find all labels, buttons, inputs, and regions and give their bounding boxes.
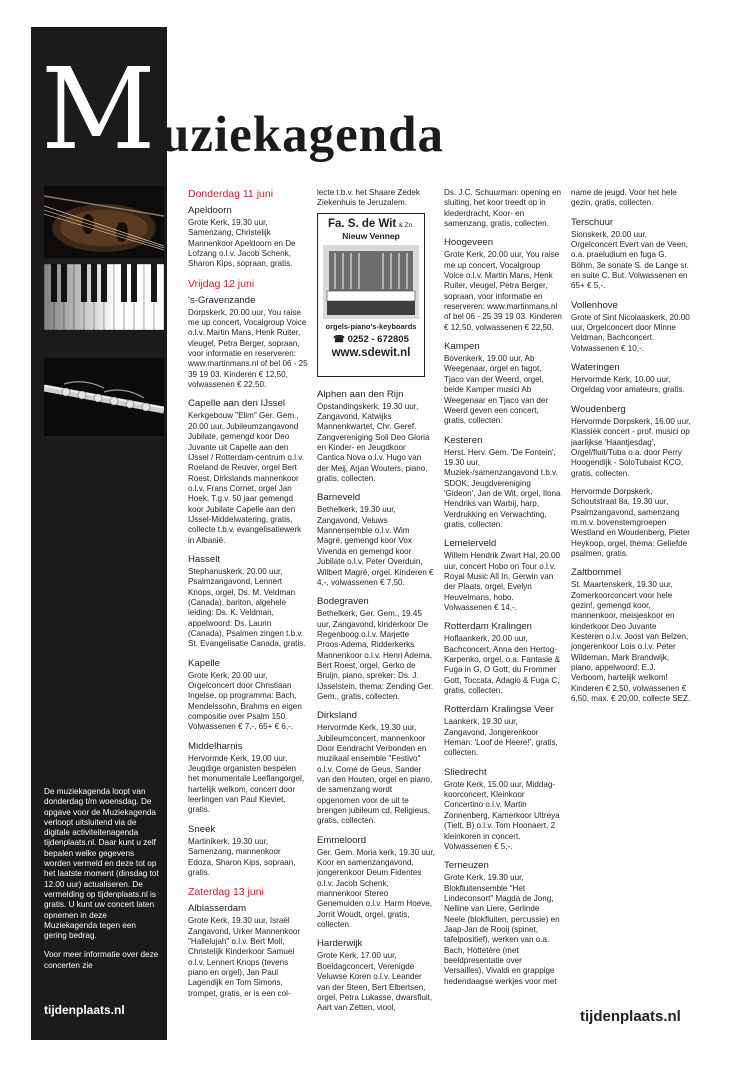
event-text: Dorpskerk, 20.00 uur, You raise me up concert, Vocalgroup Voice o.l.v. Martin Mans, Henk Ruiter, vleugel, Petra Berger, sopraan, voor informatie en reserveren: www.martinmans.nl of bel 06 - 25 39 19 03. Kinderen € 12,50, volwassenen € 22,50.: [188, 307, 308, 390]
event-text: Kerkgebouw "Elim" Ger. Gem., 20.00 uur, Jubileumzangavond Jubilate, gemengd koor Deo Juvante uit Capelle aan den IJssel / Rotterdam-centrum o.l.v. Roeland de Reuver, orgel Bert Roest, Dirkslands mannenkoor o.l.v. Frans Cornet, orgel Jan Hoek, T.g.v. 50 jaar gemengd koor Jubilate Capelle aan den IJssel-Middelwatering, gratis, collecte t.b.v. evangelisatiewerk in Albanië.: [188, 411, 304, 545]
event-place: Wateringen: [571, 362, 620, 374]
ad-company-name: Fa. S. de Wit: [327, 217, 397, 230]
event-place: Bodegraven: [317, 596, 369, 608]
event-place: Terneuzen: [444, 860, 489, 872]
event-place: Kapelle: [188, 657, 221, 669]
event-text: Laankerk, 19.30 uur, Zangavond, Jongerenkoor Heman: 'Loof de Heere!', gratis, collecten.: [444, 717, 558, 758]
ad-location: Nieuw Vennep: [342, 231, 400, 242]
title-rest: uziekagenda: [161, 107, 445, 163]
event-place: Woudenberg: [571, 403, 626, 415]
title-initial: M: [41, 45, 152, 175]
event-text: Ger. Gem. Moria kerk, 19.30 uur, Koor en samenzangavond, jongerenkoor Deum Fidentes o.l.v. Jacob Schenk, mannenkoor Stereo Genemuiden o.l.v. Harm Hoeve, Jorrit Woudt, orgel, gratis, collecten.: [317, 847, 435, 930]
sidebar-info-paragraph: De muziekagenda loopt van donderdag t/m woensdag. De opgave voor de Muziekagenda verloopt uitsluitend via de digitale activiteitenagenda tijdenplaats.nl. Daar kunt u zelf bepalen welke gegevens worden vermeld en deze tot op het laatste moment (dinsdag tot 12.00 uur) actualiseren. De vermelding op tijdenplaats.nl is gratis. U kunt uw concert laten opnemen in deze Muziekagenda tegen een gering bedrag.: [44, 787, 159, 941]
event-text: Grote Kerk, 17.00 uur, Boeldagconcert, Verenigde Veluwse Koren o.l.v. Leander van der Steen, Bert Elbertsen, orgel, Petra Lukasse, dwarsfluit, Aart van Zetten, viool,: [317, 951, 433, 1013]
event-text: St. Maartenskerk, 19.30 uur, Zomerkoorconcert voor hele gezin!, gemengd koor, mannenkoor, meisjeskoor en kinderkoor Deo Juvante Kesteren o.l.v. Joost van Belzen, jongerenkoor Lois o.l.v. Peter Wildeman, Mark Brandwijk, piano, appelwoord: E.J. Verboom, hartelijk welkom! Kinderen € 2,50, volwassenen € 6,50, max. € 20,00, collecte SEZ.: [571, 580, 691, 704]
event-place: Harderwijk: [317, 938, 363, 950]
day-heading: Vrijdag 12 juni: [188, 277, 255, 290]
ad-products: orgels-piano's-keyboards: [325, 322, 417, 332]
event-text: Hervormde Dorpskerk, Schoutstraat 8a, 19.30 uur, Psalmzangavond, samenzang m.m.v. bovenstemgroepen Westland en Woudenberg, Pieter Heykoop, orgel, thema: Geliefde psalmen, gratis.: [571, 486, 690, 558]
sidebar-info-text: [44, 787, 160, 971]
event-text: Bethelkerk, Ger. Gem., 19.45 uur, Zangavond, kinderkoor De Regenboog o.l.v. Marjette Proos-Adema, Ridderkerks Mannenkoor o.l.v. Henri Adema, Bert Roest, orgel, Gerko de Bruijn, piano, spreker: Ds. J. IJsselstein, thema: Zending Ger. Gem., gratis, collecten.: [317, 609, 434, 701]
event-place: Rotterdam Kralingse Veer: [444, 704, 554, 716]
sidebar-info-paragraph: Voor meer informatie over deze concerten zie: [44, 950, 159, 970]
sidebar-brand-link[interactable]: tijdenplaats.nl: [44, 1003, 125, 1017]
event-text: Opstandingskerk, 19.30 uur, Zangavond, Katwijks Mannenkwartet, Chr. Geref. Zangvereniging Soli Deo Gloria en Kinder- en Jeugdkoor Cantica Nova o.l.v. Hugo van der Meij, Arjan Wouters, piano, gratis, collecten.: [317, 401, 430, 484]
event-text: Martinikerk, 19.30 uur, Samenzang, mannenkoor Edoza, Sharon Kips, sopraan, gratis.: [188, 836, 296, 877]
event-text: Stephanuskerk, 20.00 uur, Psalmzangavond, Lennert Knops, orgel, Ds. M. Veldman (Canada), bariton, algehele leiding: Ds. K. Veldman, appelwoord: Ds. Laurin (Canada), Psalmen zingen t.b.v. St. Evangelisatie Canada, gratis.: [188, 566, 306, 649]
event-text: Grote Kerk, 19.30 uur, Israël Zangavond, Urker Mannenkoor "Hallelujah" o.l.v. Bert Moll, Christelijk Kinderkoor Samuel o.l.v. Lennert Knops (tevens piano en orgel), Jan Paul Lagendijk en Tom Simons, trompet, gratis, er is een col-: [188, 916, 301, 998]
event-place: Capelle aan den IJssel: [188, 398, 286, 410]
flute-photo: [44, 358, 164, 436]
event-place: Emmeloord: [317, 834, 367, 846]
event-text: Hervormde Dorpskerk, 16.00 uur, Klassiek concert - prof. musici op jaarlijkse 'Haantjesdag', Orgel/fluit/Tuba o.a. door Perry Hoogendijk - SoloTubaist KCO, gratis, collecten.: [571, 416, 691, 478]
event-place: Terschuur: [571, 216, 614, 228]
event-text: Grote Kerk, 19.30 uur, Samenzang, Christelijk Mannenkoor Apeldoorn en De Lofzang o.l.v. Jacob Schenk, Sharon Kips, sopraan, gratis.: [188, 218, 296, 269]
agenda-column-2: [317, 188, 435, 1022]
event-place: Kampen: [444, 341, 480, 353]
event-place: Zaltbommel: [571, 567, 622, 579]
event-place: Lemelerveld: [444, 538, 497, 550]
event-text: Ds. J.C. Schuurman: opening en sluiting, het koor treedt op in klederdracht, Koor- en samenzang, gratis, collecten.: [444, 188, 561, 229]
event-place: Alblasserdam: [188, 903, 247, 915]
event-text: Grote Kerk, 15.00 uur, Middag-koorconcert, Kleinkoor Concertino o.l.v. Martin Zonnenberg, Kamerkoor Ultreya (Tielt, B) o.l.v. Tom Hoonaert, 2 kleinkoren in concert. Volwassenen € 5,-.: [444, 779, 560, 851]
event-place: Hasselt: [188, 553, 220, 565]
organ-picture: [323, 245, 419, 319]
ad-phone: ☎ 0252 - 672805: [333, 334, 409, 346]
piano-photo: [44, 264, 164, 330]
event-text: Hervormde Kerk, 19.30 uur, Jubileumconcert, mannenkoor Door Eendracht Verbonden en muzikaal ensemble "Festivo" o.l.v. Corné de Geus, Sander van den Houten, orgel en piano, de samenzang wordt opgenomen voor de uit te brengen jubileum cd, Religieus, gratis, collecten.: [317, 723, 433, 826]
ad-website[interactable]: www.sdewit.nl: [331, 347, 411, 360]
event-text: Hoflaankerk, 20.00 uur, Bachconcert, Anna den Hertog-Karpenko, orgel, o.a. Fantasie & Fuga in G, O Gott, du Frommer Gott, Toccata, Adagio & Fuga C, gratis, collecten.: [444, 634, 561, 696]
event-place: 's-Gravenzande: [188, 294, 256, 306]
event-text: lecte t.b.v. het Shaare Zedek Ziekenhuis te Jeruzalem.: [317, 188, 420, 208]
event-text: Grote Kerk, 20.00 uur, Orgelconcert door Christiaan Ingelse, op programma: Bach, Mendelssohn, Brahms en eigen compositie over Psalm 150. Volwassenen € 7,-, 65+ € 6,-.: [188, 670, 302, 732]
event-text: name de jeugd. Voor het hele gezin, gratis, collecten.: [571, 188, 677, 208]
footer-brand[interactable]: tijdenplaats.nl: [580, 1008, 681, 1025]
event-place: Vollenhove: [571, 299, 618, 311]
event-place: Alphen aan den Rijn: [317, 388, 404, 400]
event-text: Grote Kerk, 19.30 uur, Blokfluitensemble "Het Lindeconsort" Magda de Jong, Nelline van Liere, Gerlinde Neele (blokfluiten, percussie) en Jaap-Jan de Rooij (spinet, tafelpositief), werken van o.a. Bach, Hottetère (met beeldpresentatie over Versailles), Vivaldi en grappige hedendaagse werkjes voor met: [444, 873, 560, 986]
event-text: Herst. Herv. Gem. 'De Fontein', 19.30 uur, Muziek-/samenzangavond t.b.v. SDOK, Jeugdvereniging 'Gideon', Jan de Wit, orgel, Ilona Hendriks van Warbij, harp, Verdrukking en Verwachting, gratis, collecten.: [444, 447, 561, 529]
event-text: Bethelkerk, 19.30 uur, Zangavond, Veluws Mannensemble o.l.v. Wim Magré, gemengd koor Vox Vivenda en gemengd koor Jubilate o.l.v. Peter Overduin, Wilbert Magré, orgel. Kinderen € 4,-, volwassenen € 7,50.: [317, 505, 434, 587]
advertisement[interactable]: [317, 213, 425, 377]
agenda-column-4: [571, 188, 691, 712]
event-text: Bovenkerk, 19.00 uur, Ab Weegenaar, orgel en fagot, Tjaco van der Weerd, orgel, beide Kamper musici Ab Weegenaar en Tjaco van der Weerd geven een concert, gratis, collecten.: [444, 354, 549, 426]
event-text: Grote of Sint Nicolaaskerk, 20.00 uur, Orgelconcert door Minne Veldman, Bachconcert. Volwassenen € 10,-.: [571, 312, 690, 353]
page-title: [41, 45, 445, 175]
event-place: Apeldoorn: [188, 205, 232, 216]
event-place: Middelharnis: [188, 740, 243, 752]
event-text: Sionskerk, 20.00 uur, Orgelconcert Evert van de Veen, o.a. praeludium en fuga G. Böhm, 3e sonate S. de Lange sr. en suite C. But. Volwassenen en 65+ € 5,-.: [571, 229, 689, 291]
event-place: Sliedrecht: [444, 766, 487, 778]
event-text: Grote Kerk, 20.00 uur, You raise me up concert, Vocalgroup Voice o.l.v. Martin Mans, Henk Ruiter, vleugel, Petra Berger, sopraan, voor informatie en reserveren: www.martinmans.nl of bel 06 - 25 39 19 03. Kinderen € 12,50, volwassenen € 22,50.: [444, 250, 562, 332]
event-text: Hervormde Kerk, 10.00 uur, Orgeldag voor amateurs, gratis.: [571, 375, 685, 395]
agenda-column-1: [188, 188, 308, 1007]
event-place: Kesteren: [444, 434, 483, 446]
event-place: Rotterdam Kralingen: [444, 621, 532, 633]
event-place: Dirksland: [317, 710, 357, 722]
event-place: Sneek: [188, 823, 216, 835]
day-heading: Zaterdag 13 juni: [188, 886, 264, 899]
event-place: Barneveld: [317, 492, 361, 504]
agenda-column-3: [444, 188, 562, 995]
event-text: Hervormde Kerk, 19.00 uur, Jeugdige organisten bespelen het monumentale Leeflangorgel, hartelijk welkom, concert door leerlingen van Paul Kieviet, gratis.: [188, 753, 305, 815]
violin-photo: [44, 186, 164, 258]
day-heading: Donderdag 11 juni: [188, 188, 274, 200]
event-text: Willem Hendrik Zwart Hal, 20.00 uur, concert Hobo on Tour o.l.v. Royal Music All In, Gerwin van der Plaats, orgel, Evelyn Heuvelmans, hobo. Volwassenen € 14,-.: [444, 551, 561, 612]
ad-company-suffix: & Zn.: [398, 221, 415, 229]
event-place: Hoogeveen: [444, 237, 494, 249]
